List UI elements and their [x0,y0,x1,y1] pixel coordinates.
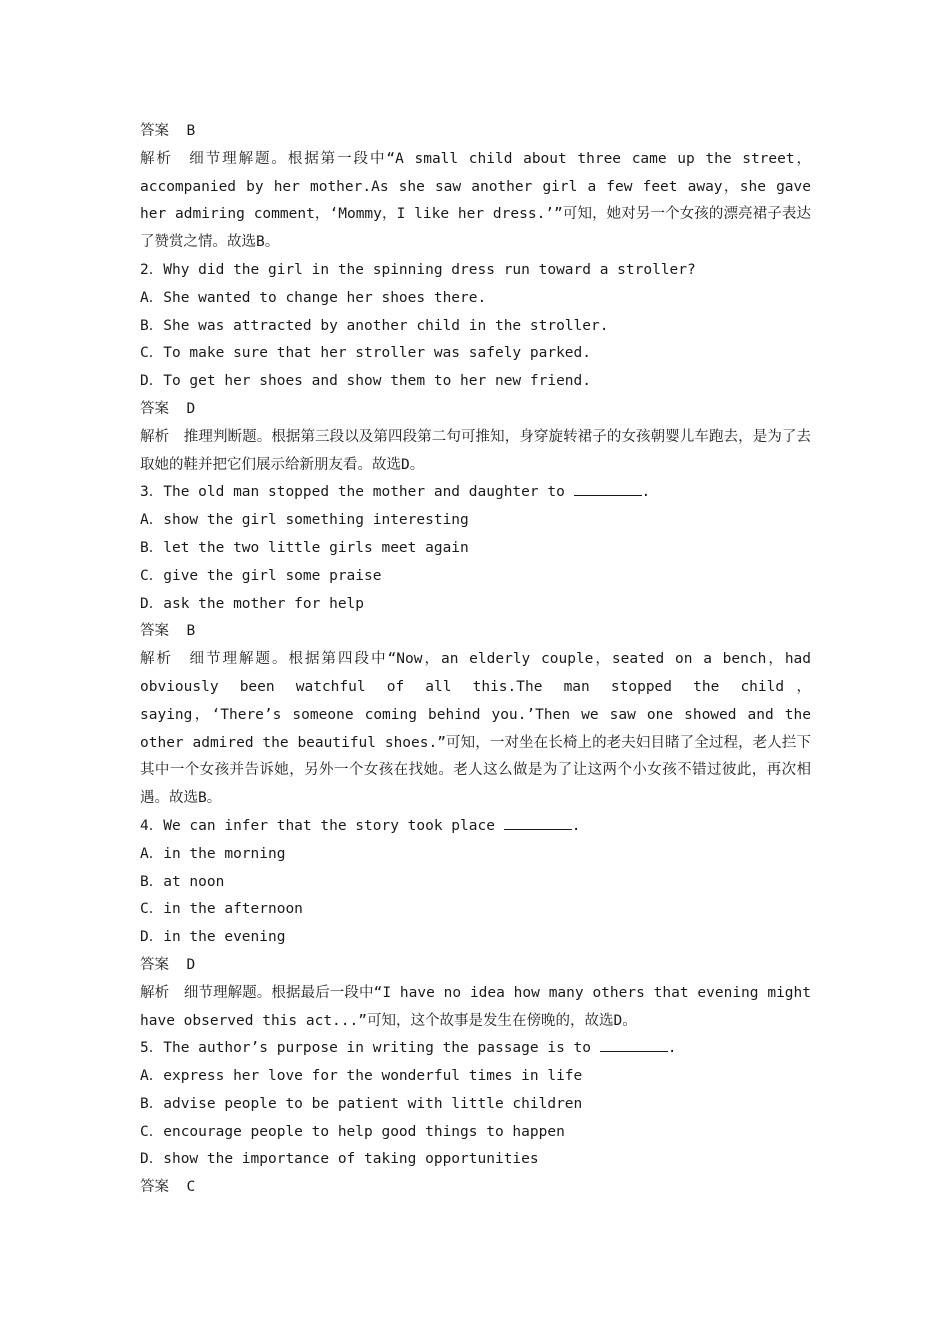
answer-label: 答案 [140,123,169,139]
answer-blank [574,494,642,496]
analysis-text: 细节理解题。根据第一段中“A small child about three came up the street，accompanied by her mother.As she saw another girl a few feet away，she gave her admiring comment，‘Mommy，I like her dress.’”可知，她对另一个女孩的漂亮裙子表达了赞赏之情。故选B。 [140,150,812,251]
question-stem [140,1035,811,1063]
answer-value: B [186,123,196,139]
question-stem-text: 2．Why did the girl in the spinning dress run toward a stroller? [140,261,696,278]
option-d: D．in the evening [140,929,286,946]
answer-line [140,618,811,646]
option-c: C．To make sure that her stroller was safely parked. [140,345,591,362]
option-c: C．encourage people to help good things to happen [140,1123,565,1140]
document-page [140,118,811,1202]
question-stem [140,813,811,841]
option-c: C．in the afternoon [140,901,303,918]
option-b: B．at noon [140,873,225,890]
option-b: B．advise people to be patient with little children [140,1095,583,1112]
option-b: B．She was attracted by another child in the stroller. [140,317,609,334]
analysis-paragraph [140,424,811,480]
option-d: D．show the importance of taking opportunities [140,1151,539,1168]
analysis-label: 解析 [140,428,170,445]
analysis-text: 细节理解题。根据最后一段中“I have no idea how many others that evening might have observed this act...”可知，这个故事是发生在傍晚的，故选D。 [140,984,811,1029]
question-stem-text: 4．We can infer that the story took place [140,817,504,834]
analysis-paragraph [140,646,811,813]
answer-line [140,1174,811,1202]
answer-line [140,952,811,980]
analysis-label: 解析 [140,651,174,668]
analysis-paragraph [140,980,811,1036]
answer-blank [600,1050,668,1052]
analysis-text: 细节理解题。根据第四段中“Now，an elderly couple，seated on a bench，had obviously been watchful of all this.The man stopped the child，saying，‘There’s someone coming behind you.’Then we saw one showed and the other admired the beautiful shoes.”可知，一对坐在长椅上的老夫妇目睹了全过程，老人拦下其中一个女孩并告诉她，另外一个女孩在找她。老人这么做是为了让这两个小女孩不错过彼此，再次相遇。故选B。 [140,651,812,807]
answer-label: 答案 [140,623,169,640]
answer-label: 答案 [140,400,169,417]
option-d: D．ask the mother for help [140,595,365,612]
option-a: A．She wanted to change her shoes there. [140,289,487,306]
option-b: B．let the two little girls meet again [140,539,469,556]
answer-value: C [186,1179,196,1196]
question-stem-text: 5．The author’s purpose in writing the passage is to [140,1040,600,1057]
option-a: A．express her love for the wonderful times in life [140,1068,583,1085]
analysis-text: 推理判断题。根据第三段以及第四段第二句可推知，身穿旋转裙子的女孩朝婴儿车跑去，是为了去取她的鞋并把它们展示给新朋友看。故选D。 [140,428,812,473]
answer-label: 答案 [140,1179,169,1196]
question-stem [140,257,811,285]
answer-value: D [186,956,196,973]
question-stem-end: . [667,1040,677,1057]
analysis-label: 解析 [140,984,170,1001]
answer-value: B [186,623,196,640]
answer-label: 答案 [140,956,169,973]
analysis-paragraph [140,146,811,257]
option-d: D．To get her shoes and show them to her new friend. [140,373,591,390]
question-stem-text: 3．The old man stopped the mother and daughter to [140,484,574,501]
answer-value: D [186,400,196,417]
option-a: A．show the girl something interesting [140,512,469,529]
answer-blank [504,828,572,830]
option-a: A．in the morning [140,845,286,862]
answer-line [140,396,811,424]
option-c: C．give the girl some praise [140,567,382,584]
question-stem-end: . [641,484,651,501]
question-stem-end: . [571,817,581,834]
question-stem [140,479,811,507]
analysis-label: 解析 [140,150,173,167]
answer-line [140,118,811,146]
